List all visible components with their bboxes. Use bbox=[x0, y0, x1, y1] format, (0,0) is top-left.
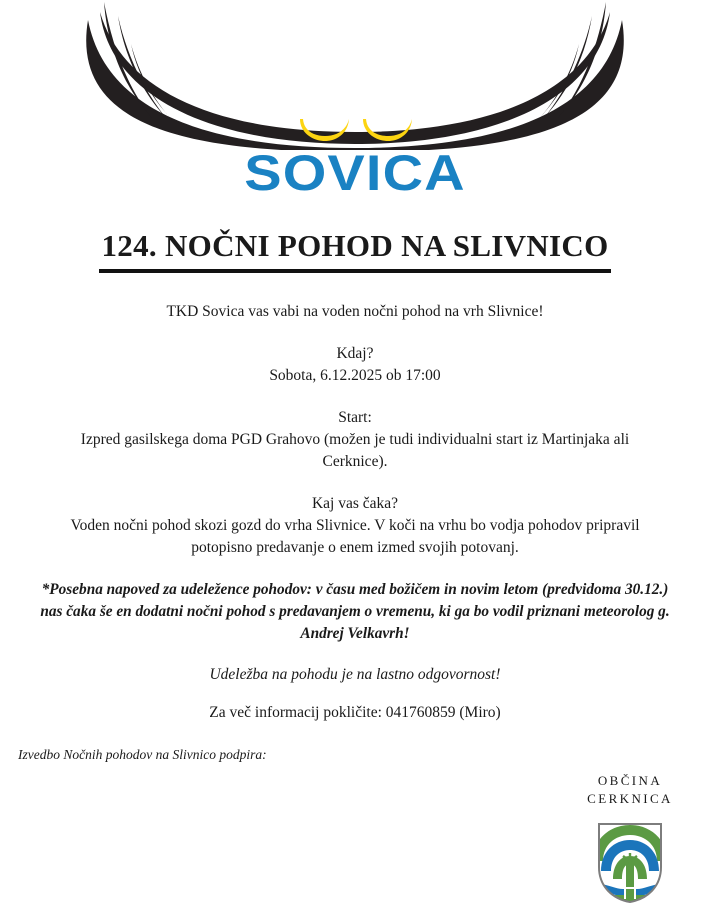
cerknica-coat-of-arms-icon bbox=[595, 821, 665, 905]
municipality-sponsor bbox=[560, 772, 700, 905]
when-heading: Kdaj? bbox=[336, 345, 374, 362]
what-awaits-line-1: Voden nočni pohod skozi gozd do vrha Slivnice. V koči na vrhu bo vodja pohodov pripravil bbox=[70, 517, 640, 534]
start-paragraph bbox=[27, 407, 683, 473]
support-note: Izvedbo Nočnih pohodov na Slivnico podpira: bbox=[18, 747, 267, 762]
special-notice-line-2: 30.12.) nas čaka še en dodatni nočni pohod s predavanjem o vremenu, ki ga bo vodil bbox=[40, 581, 669, 621]
start-line-1: Izpred gasilskega doma PGD Grahovo (možen je tudi individualni start iz Martinjaka ali bbox=[80, 431, 630, 448]
municipality-name bbox=[560, 772, 700, 807]
when-value: Sobota, 6.12.2025 ob 17:00 bbox=[269, 367, 441, 384]
what-awaits-heading: Kaj vas čaka? bbox=[311, 495, 399, 512]
owl-head-icon bbox=[0, 0, 710, 150]
intro-line: TKD Sovica vas vabi na voden nočni pohod na vrh Slivnice! bbox=[166, 303, 544, 320]
page-title: 124. NOČNI POHOD NA SLIVNICO bbox=[99, 228, 610, 273]
what-awaits-paragraph bbox=[27, 493, 683, 559]
start-line-2: Cerknice). bbox=[322, 453, 388, 470]
disclaimer-paragraph: Udeležba na pohodu je na lastno odgovornost! bbox=[209, 665, 501, 683]
special-notice-paragraph bbox=[27, 579, 683, 646]
intro-paragraph bbox=[27, 301, 683, 323]
special-notice-line-3: priznani meteorolog g. Andrej Velkavrh! bbox=[300, 603, 670, 643]
start-heading: Start: bbox=[338, 409, 372, 426]
special-notice-line-1: *Posebna napoved za udeležence pohodov: v času med božičem in novim letom (predvidoma bbox=[41, 581, 622, 598]
title-container bbox=[0, 228, 710, 273]
poster-body bbox=[27, 273, 683, 722]
municipality-line-2: CERKNICA bbox=[587, 790, 673, 806]
when-paragraph bbox=[27, 343, 683, 387]
what-awaits-line-2: potopisno predavanje o enem izmed svojih potovanj. bbox=[191, 539, 519, 556]
contact-paragraph: Za več informacij pokličite: 041760859 (Miro) bbox=[209, 703, 501, 721]
sovica-wordmark: SOVICA bbox=[244, 145, 466, 201]
sovica-logo bbox=[0, 0, 710, 212]
municipality-line-1: OBČINA bbox=[597, 773, 663, 788]
